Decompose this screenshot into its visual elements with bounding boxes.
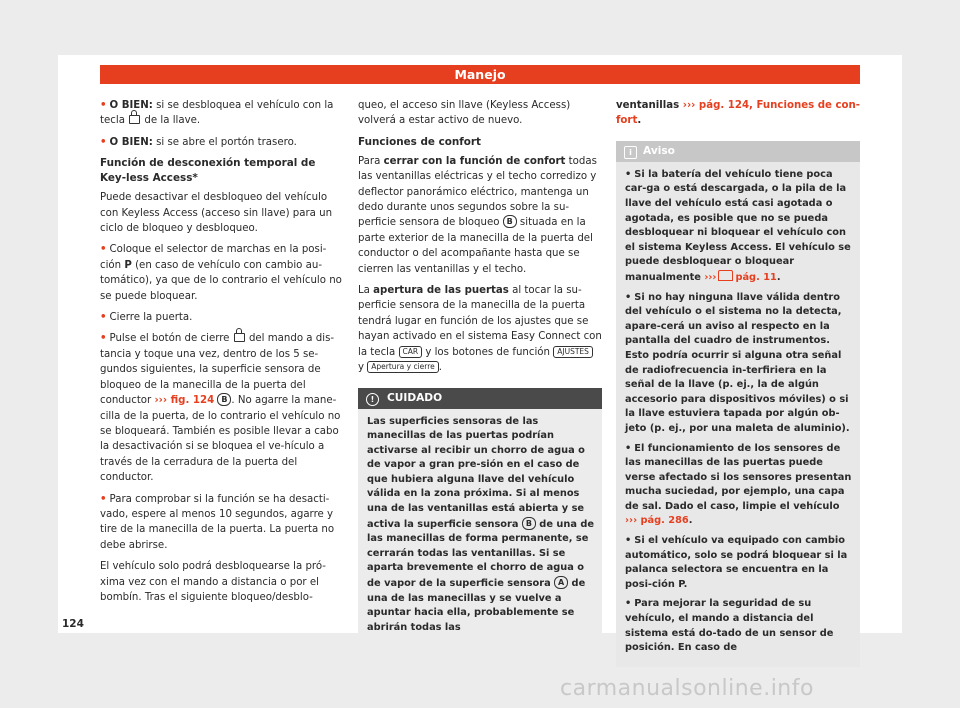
- bullet-icon: •: [100, 312, 107, 324]
- notice-title: Aviso: [643, 144, 675, 157]
- unlock-key-icon: [129, 115, 140, 124]
- column-3: [616, 98, 860, 667]
- bullet-icon: •: [625, 291, 632, 303]
- section-heading: Funciones de confort: [358, 135, 482, 148]
- settings-button-label: AJUSTES: [553, 346, 593, 358]
- list-item: [100, 135, 344, 150]
- column-1: [100, 98, 344, 611]
- list-item: [625, 442, 852, 530]
- page-link[interactable]: ››› pág. 286: [625, 515, 689, 527]
- bullet-icon: •: [625, 442, 632, 454]
- item-text: si se desbloquea el vehículo con la tecla: [100, 100, 334, 127]
- list-item: [100, 331, 344, 485]
- text: Para mejorar la seguridad de su vehículo, el mando a distancia del sistema está do-tado de un sensor de posición. En caso de: [625, 598, 834, 654]
- section-heading: Función de desconexión temporal de Key-less Access*: [100, 157, 316, 185]
- text: El funcionamiento de los sensores de las manecillas de las puertas puede verse afectado si los sensores presentan mucha suciedad, por ejemplo, una capa de sal. Dado el caso, limpie el vehículo: [625, 442, 852, 512]
- text: y: [358, 362, 368, 374]
- bullet-icon: •: [100, 100, 107, 111]
- column-2: [358, 98, 602, 641]
- text: ventanillas: [616, 100, 683, 111]
- item-text: si se abre el portón trasero.: [152, 136, 297, 148]
- text: de una de las manecillas y se vuelve a apuntar hacia ella, probablemente se abrirán todas las: [367, 578, 586, 633]
- item-label: O BIEN:: [109, 136, 153, 148]
- text: Para: [358, 155, 384, 167]
- text: .: [776, 271, 781, 283]
- item-text: . No agarre la mane-cilla de la puerta, de lo contrario el vehículo no se bloqueará. También es posible llevar a cabo la desactivación si se bloquea el ve-hículo a través de la cerradura de la puerta del conductor.: [100, 395, 341, 484]
- notice-box: [616, 141, 860, 667]
- text: al tocar la su-perficie sensora de la manecilla de la puerta tendrá lugar en función de los ajustes que se hayan activado en el sistema Easy Connect con la tecla: [358, 285, 602, 358]
- item-text: Pulse el botón de cierre: [109, 333, 233, 345]
- callout-marker: A: [554, 576, 568, 589]
- text: y los botones de función: [422, 346, 554, 358]
- page-link-arrows[interactable]: ›››: [704, 271, 717, 283]
- list-item: [100, 98, 344, 129]
- emphasis: cerrar con la función de confort: [383, 155, 566, 167]
- paragraph: queo, el acceso sin llave (Keyless Access) volverá a estar activo de nuevo.: [358, 100, 571, 127]
- bullet-icon: •: [100, 244, 107, 256]
- text: todas las ventanillas eléctricas y el techo corredizo y deflector panorámico eléctrico, mantenga un dedo durante unos segundos sobre la su-perficie sensora de bloqueo: [358, 155, 597, 229]
- page-link[interactable]: pág. 11: [735, 271, 777, 283]
- text: .: [637, 115, 642, 127]
- item-text: de la llave.: [141, 115, 201, 127]
- list-item: [625, 597, 852, 655]
- page-link[interactable]: ››› pág. 124, Funciones de con-fort: [616, 100, 860, 127]
- paragraph: [358, 154, 602, 277]
- page-number: 124: [62, 618, 84, 630]
- bullet-icon: •: [625, 168, 632, 180]
- item-text: (en caso de vehículo con cambio au-tomático), ya que de lo contrario el vehículo no se puede bloquear.: [100, 259, 342, 302]
- text: Si no hay ninguna llave válida dentro del vehículo o el sistema no la detecta, apare-cerá un aviso al respecto en la pantalla del cuadro de instrumentos. Esto podría ocurrir si alguna otra señal de radiofrecuencia in-terfiriera en la señal de la llave (p. ej., la de algún accesorio para dispositivos móviles) o si la llave estuviera tapada por algún ob-jeto (p. ej., por una maleta de aluminio).: [625, 291, 850, 434]
- bullet-icon: •: [625, 535, 632, 547]
- text: Si el vehículo va equipado con cambio automático, solo se podrá bloquear si la palanca selectora se encuentra en la posi-ción P.: [625, 535, 848, 590]
- list-item: [625, 534, 852, 592]
- text: Las superficies sensoras de las manecillas de las puertas podrían activarse al recibir un chorro de agua o de vapor a gran pre-sión en el caso de que hubiera alguna llave del vehículo válida en la zona próxima. Si al menos una de las ventanillas está abierta y se activa la superficie sensora: [367, 415, 585, 530]
- car-key-label: CAR: [399, 346, 423, 358]
- item-text: Coloque el selector de marchas en la posi-ción: [100, 244, 327, 271]
- item-text: del mando a dis-tancia y toque una vez, dentro de los 5 se-gundos siguientes, la superficie sensora de bloqueo de la manecilla de la puerta del conductor: [100, 333, 335, 407]
- bullet-icon: •: [100, 333, 107, 345]
- list-item: [625, 168, 852, 286]
- paragraph: El vehículo solo podrá desbloquearse la pró-xima vez con el mando a distancia o por el bombín. Tras el siguiente bloqueo/desblo-: [100, 561, 326, 603]
- bullet-icon: •: [100, 493, 107, 505]
- text: .: [438, 362, 443, 374]
- text: situada en la parte exterior de la manecilla de la puerta del conductor o del acompañante hasta que se cierren las ventanillas y el techo.: [358, 217, 593, 275]
- caution-header: [358, 388, 602, 409]
- notice-body: [616, 162, 860, 667]
- text: de una de las manecillas de forma permanente, se cerrarán todas las ventanillas. Si se aparta brevemente el chorro de agua o de vapor de la superficie sensora: [367, 518, 594, 590]
- bullet-icon: •: [100, 136, 107, 148]
- book-icon: [718, 270, 733, 281]
- list-item: [100, 310, 344, 325]
- section-header: Manejo: [100, 65, 860, 84]
- caution-body: [358, 409, 602, 642]
- caution-box: [358, 388, 602, 642]
- caution-title: CUIDADO: [387, 391, 443, 404]
- open-close-button-label: Apertura y cierre: [367, 361, 438, 373]
- bullet-icon: •: [625, 598, 632, 610]
- text: .: [688, 515, 693, 527]
- figure-link[interactable]: ››› fig. 124: [154, 395, 215, 407]
- callout-marker: B: [522, 517, 536, 530]
- list-item: [100, 242, 344, 304]
- item-label: O BIEN:: [109, 100, 153, 111]
- paragraph: Puede desactivar el desbloqueo del vehículo con Keyless Access (acceso sin llave) para un ciclo de bloqueo y desbloqueo.: [100, 192, 333, 235]
- list-item: [100, 492, 344, 554]
- warning-icon: !: [366, 393, 379, 406]
- lock-button-icon: [234, 333, 245, 342]
- watermark: carmanualsonline.info: [560, 676, 814, 701]
- callout-marker: B: [217, 393, 231, 406]
- paragraph: [358, 283, 602, 375]
- info-icon: i: [624, 146, 637, 159]
- paragraph: [616, 98, 860, 129]
- notice-header: [616, 141, 860, 162]
- text: Si la batería del vehículo tiene poca car-ga o está descargada, o la pila de la llave del vehículo está casi agotada o agotada, es posible que no se pueda desbloquear ni bloquear el vehículo con el sistema Keyless Access. El vehículo se puede desbloquear o bloquear manualmente: [625, 168, 851, 283]
- item-text: Cierre la puerta.: [109, 312, 193, 324]
- emphasis: apertura de las puertas: [373, 285, 509, 297]
- item-text: Para comprobar si la función se ha desacti-vado, espere al menos 10 segundos, agarre y tire de la manecilla de la puerta. La puerta no debe abrirse.: [100, 493, 335, 551]
- text: La: [358, 285, 374, 297]
- gear-position: P: [124, 259, 132, 271]
- list-item: [625, 291, 852, 437]
- callout-marker: B: [503, 215, 517, 228]
